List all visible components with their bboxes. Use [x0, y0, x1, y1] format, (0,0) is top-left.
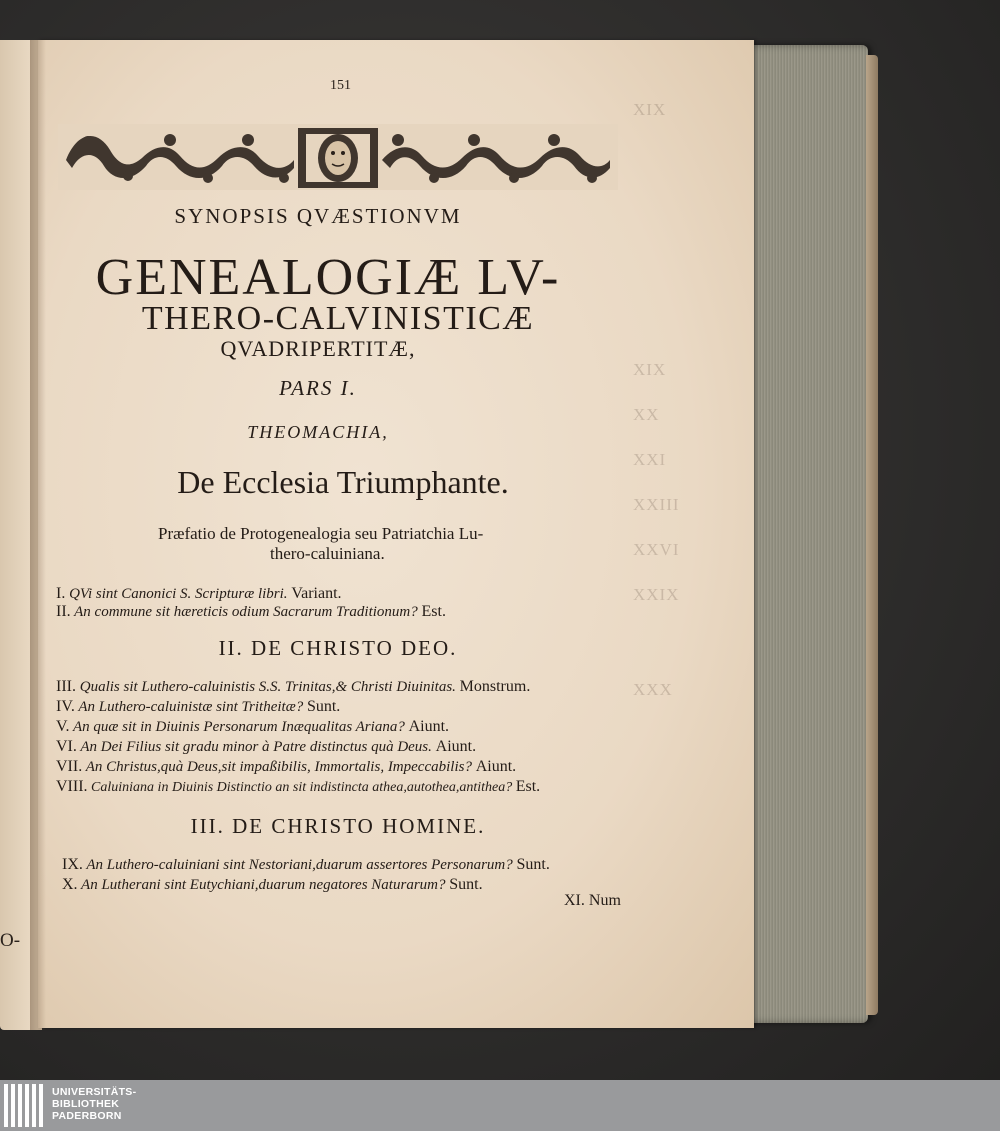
bleed-through-text: XXX [633, 680, 673, 699]
subtitle-theomachia: THEOMACHIA, [247, 422, 389, 442]
entry-row [56, 585, 342, 603]
entry-answer: Sunt. [449, 876, 483, 893]
entry-answer: Sunt. [306, 698, 341, 715]
library-footer-bar [0, 1080, 1000, 1131]
entry-question: An commune sit hæreticis odium Sacrarum Traditionum? [74, 604, 418, 620]
title-line-3: QVADRIPERTITÆ, [220, 336, 416, 361]
headpiece-ornament-icon [58, 120, 618, 194]
pars-heading: PARS I. [279, 376, 357, 400]
entry-number: I. [56, 585, 66, 602]
entry-number: V. [56, 718, 70, 735]
entry-question: Caluiniana in Diuinis Distinctio an sit indistincta athea,autothea,antithea? [91, 780, 513, 795]
library-logo-icon [0, 1080, 46, 1131]
entry-row [56, 603, 446, 621]
bleed-through-text: XXI [633, 450, 667, 469]
entry-answer: Sunt. [516, 856, 550, 873]
entry-row [62, 856, 550, 874]
entry-question: An Christus,quà Deus,sit impaßibilis, Immortalis, Impeccabilis? [85, 759, 472, 775]
entry-question: QVi sint Canonici S. Scripturæ libri. [69, 586, 288, 602]
library-name [52, 1086, 136, 1122]
entry-row [56, 678, 530, 696]
entry-question: An Dei Filius sit gradu minor à Patre distinctus quà Deus. [80, 739, 432, 755]
entry-question: An Lutherani sint Eutychiani,duarum negatores Naturarum? [81, 877, 446, 893]
title-line-2: THERO-CALVINISTICÆ [141, 300, 535, 337]
entry-number: VI. [56, 738, 77, 755]
bleed-through-text: XXIX [633, 585, 680, 604]
book-page [38, 40, 754, 1028]
bleed-through-text: XXIII [633, 495, 680, 514]
preface-line-1: Præfatio de Protogenealogia seu Patriatchia Lu- [158, 524, 484, 543]
section-heading-christo-homine: III. DE CHRISTO HOMINE. [190, 814, 486, 838]
entry-answer: Aiunt. [475, 758, 517, 775]
entry-question: An Luthero-caluinistæ sint Tritheitæ? [78, 699, 304, 715]
bleed-through-text: XX [633, 405, 660, 424]
section-heading-christo-deo: II. DE CHRISTO DEO. [218, 636, 458, 660]
entry-answer: Aiunt. [408, 718, 450, 735]
entry-question: An quæ sit in Diuinis Personarum Inæqualitas Ariana? [72, 719, 405, 735]
preface-line-2: thero-caluiniana. [270, 544, 385, 563]
entry-row [62, 876, 483, 894]
entry-answer: Variant. [291, 585, 342, 602]
entry-number: VIII. [56, 778, 88, 795]
entry-row [56, 738, 476, 756]
entry-row [56, 698, 340, 716]
entry-number: III. [56, 678, 76, 695]
book-page-edges [740, 45, 868, 1023]
entry-number: IX. [62, 856, 83, 873]
entry-question: An Luthero-caluiniani sint Nestoriani,duarum assertores Personarum? [86, 857, 513, 873]
library-name-line-1: UNIVERSITÄTS- [52, 1086, 137, 1098]
heading-synopsis: SYNOPSIS QVÆSTIONVM [174, 204, 462, 228]
bleed-through-text: XIX [633, 360, 667, 379]
entry-number: II. [56, 603, 71, 620]
entry-answer: Aiunt. [435, 738, 477, 755]
bleed-through-text: XXVI [633, 540, 680, 559]
entry-row [56, 758, 516, 776]
left-page-fragment: O- [0, 930, 21, 951]
entry-number: IV. [56, 698, 75, 715]
entry-question: Qualis sit Luthero-caluinistis S.S. Trinitas,& Christi Diuinitas. [79, 679, 456, 695]
entry-row [56, 778, 540, 796]
library-name-line-3: PADERBORN [52, 1110, 122, 1122]
page-number: 151 [330, 78, 351, 93]
library-name-line-2: BIBLIOTHEK [52, 1098, 120, 1110]
entry-answer: Est. [515, 778, 541, 795]
entry-answer: Est. [421, 603, 446, 620]
book-gutter-shadow [30, 40, 46, 1030]
entry-answer: Monstrum. [459, 678, 531, 695]
catchword: XI. Num [564, 892, 621, 909]
subtitle-ecclesia: De Ecclesia Triumphante. [177, 464, 509, 500]
entry-number: X. [62, 876, 78, 893]
entry-row [56, 718, 449, 736]
bleed-through-text: XIX [633, 100, 667, 119]
title-line-1: GENEALOGIÆ LV- [95, 249, 561, 306]
entry-number: VII. [56, 758, 83, 775]
